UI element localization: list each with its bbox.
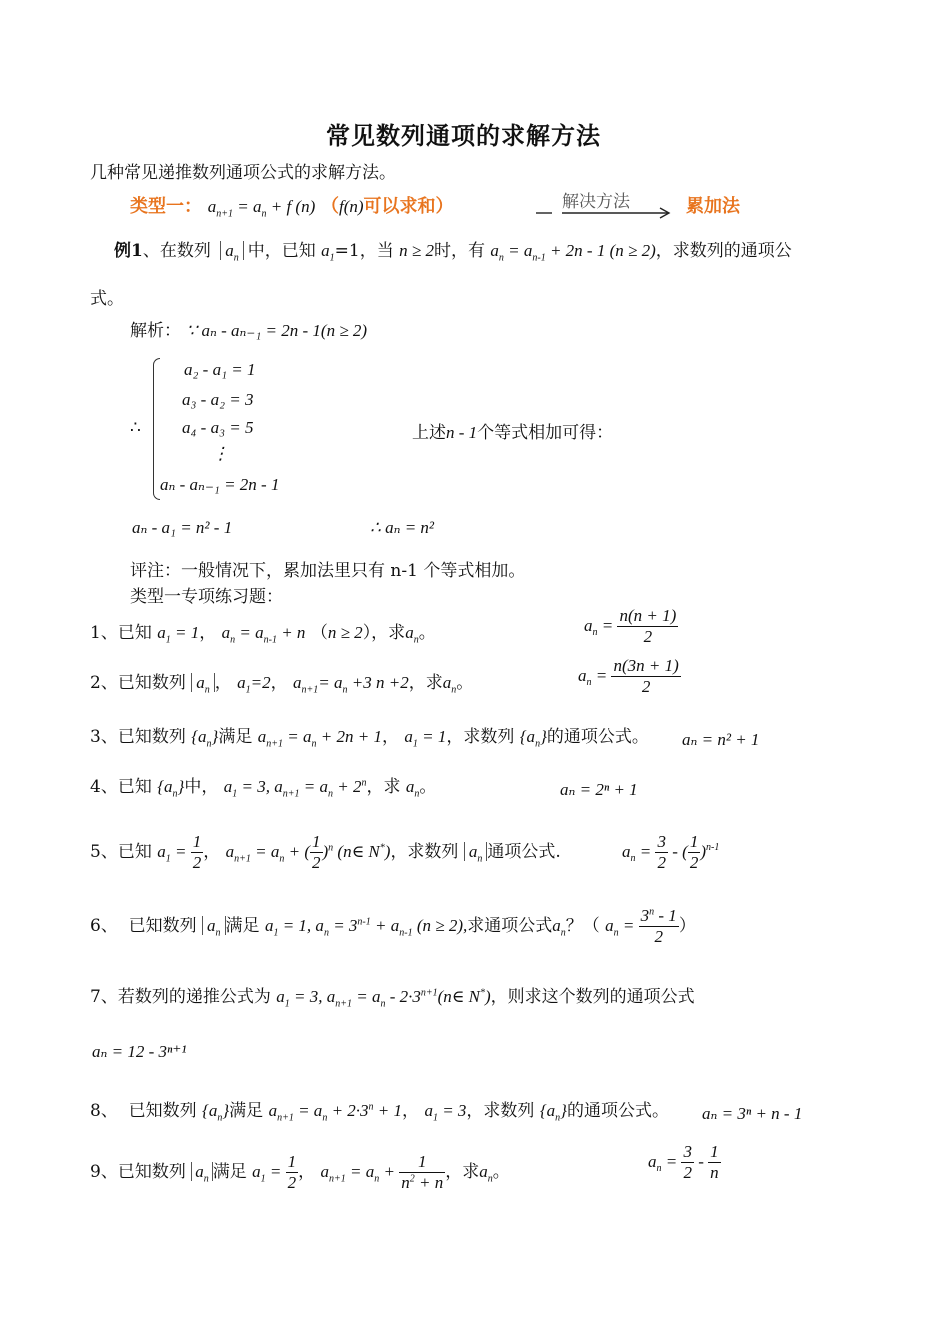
type1-note-text: 可以求和）: [363, 196, 454, 217]
example1-seq: $a_n$: [220, 241, 244, 260]
result-right: ∴ aₙ = n²: [370, 518, 435, 537]
answer-4: aₙ = 2ⁿ + 1: [560, 780, 638, 799]
answer-7: aₙ = 12 - 3ⁿ⁺¹: [92, 1042, 187, 1061]
add-note: [412, 418, 613, 443]
add-note-n: n - 1: [446, 423, 478, 442]
add-note-suffix: 个等式相加可得：: [477, 423, 614, 443]
type1-method: 累加法: [686, 196, 740, 217]
problem-3: 3、已知数列 $\{a_n\}$满足 $a_{n+1} = a_n + 2n + 1$， $a_1 = 1$，求数列 $\{a_n\}$的通项公式。: [90, 727, 649, 750]
system-vdots: ⋮: [212, 444, 229, 463]
answer-2: $a_n$ = $\frac{n(3n + 1)}{2}$: [578, 656, 679, 697]
intro-text: 几种常见递推数列通项公式的求解方法。: [90, 163, 396, 183]
system-eq-1: a₂ - a₁ = 1: [184, 360, 256, 379]
result-left: aₙ - a₁ = n² - 1: [132, 518, 233, 537]
type1-label: 类型一：: [130, 196, 202, 217]
example1-recurrence: $a_n = a_{n-1} + 2n - 1$ (n ≥ 2): [490, 241, 656, 264]
problem-text: 已知: [117, 623, 152, 643]
answer-5: $a_n$ = $\frac{3}{2}$ - ( $\frac{1}{2}$ )$^{n-1}$: [622, 832, 720, 873]
example1-text-3: =1，当: [334, 241, 394, 261]
problem-8: 8、 已知数列 $\{a_n\}$满足 $a_{n+1} = a_n + 2\cdot 3^n + 1$， $a_1 = 3$，求数列 $\{a_n\}$的通项公式。: [90, 1101, 669, 1124]
problem-2: 2、已知数列 $a_n$ ， $a_1=2$， $a_{n+1}= a_n +3$ n +2，求$a_n$。: [90, 673, 474, 696]
system-eq-3: a₄ - a₃ = 5: [182, 418, 254, 437]
page-title: 常见数列通项的求解方法: [326, 121, 601, 150]
problem-7: 7、若数列的递推公式为 $a_1 = 3$, $a_{n+1} = a_n$ - $2\cdot 3^{n+1}(n\in$ N*)，则求这个数列的通项公式: [90, 987, 695, 1010]
type1-line: [130, 192, 454, 219]
solution-first-eq: ∵ aₙ - aₙ₋₁ = 2n - 1(n ≥ 2): [186, 321, 368, 340]
system-eq-2: a₃ - a₂ = 3: [182, 390, 254, 409]
example1-line2: 式。: [90, 289, 124, 309]
type1-note-fn: f(n): [338, 197, 364, 216]
arrow-icon: [534, 203, 674, 219]
problem-4: 4、已知 $\{a_n\}$中， $a_1 = 3$, $a_{n+1} = a_n + 2^n$，求 $a_n$。: [90, 777, 437, 800]
add-note-prefix: 上述: [412, 423, 446, 443]
type1-formula: $a_{n+1} = a_n + f$ (n): [207, 197, 316, 220]
example1-line1: [114, 236, 792, 263]
answer-8: aₙ = 3ⁿ + n - 1: [702, 1104, 803, 1123]
arrow-label: 解决方法: [562, 192, 630, 212]
answer-1: $a_n$ = $\frac{n(n + 1)}{2}$: [584, 606, 677, 647]
example1-text-4: 时，有: [433, 241, 485, 261]
example1-text-5: ，求数列的通项公: [655, 241, 792, 261]
problem-9: 9、已知数列 $a_n$ 满足 $a_1$ = $\frac{1}{2}$ ， $a_{n+1} = a_n$ + $\frac{1}{n^2 + n}$ ，求$a_n$。: [90, 1152, 510, 1193]
example1-text-2: 中，已知: [247, 241, 316, 261]
problem-5: 5、已知 $a_1$ = $\frac{1}{2}$ ， $a_{n+1} = a_n$ + ( $\frac{1}{2}$ )$^n$ (n∈ N*)，求数列 $a_n$ 通项公式.: [90, 832, 561, 873]
comment: 评注：一般情况下，累加法里只有 n-1 个等式相加。: [130, 561, 526, 581]
example1-text-1: 、在数列: [142, 241, 211, 261]
solution-label: 解析：: [130, 321, 181, 341]
example1-cond: n ≥ 2: [399, 241, 434, 260]
example1-label: 例1: [114, 241, 143, 261]
problem-num: 1、: [90, 623, 118, 643]
problem-6: 6、 已知数列 $a_n$ 满足 $a_1 = 1$, $a_n = 3^{n-1} + a_{n-1}$ (n ≥ 2),求通项公式$a_n$？（ $a_n$ = $\frac{3^n - 1}{2}$ ）: [90, 906, 696, 947]
answer-3: aₙ = n² + 1: [682, 730, 760, 749]
answer-9: $a_n$ = $\frac{3}{2}$ - $\frac{1}{n}$: [648, 1142, 719, 1183]
type1-note-open: （: [320, 196, 339, 217]
system-brace: [153, 358, 160, 500]
practice-title: 类型一专项练习题：: [130, 587, 283, 607]
problem-1: 1、已知 $a_1 = 1$， $a_n = a_{n-1} + n$ （n ≥ 2），求$a_n$。: [90, 623, 436, 646]
system-eq-n: aₙ - aₙ₋₁ = 2n - 1: [160, 475, 280, 494]
therefore-symbol: ∴: [130, 418, 141, 438]
solution-line: [130, 316, 367, 341]
example1-a1: $a_1$: [321, 241, 335, 264]
